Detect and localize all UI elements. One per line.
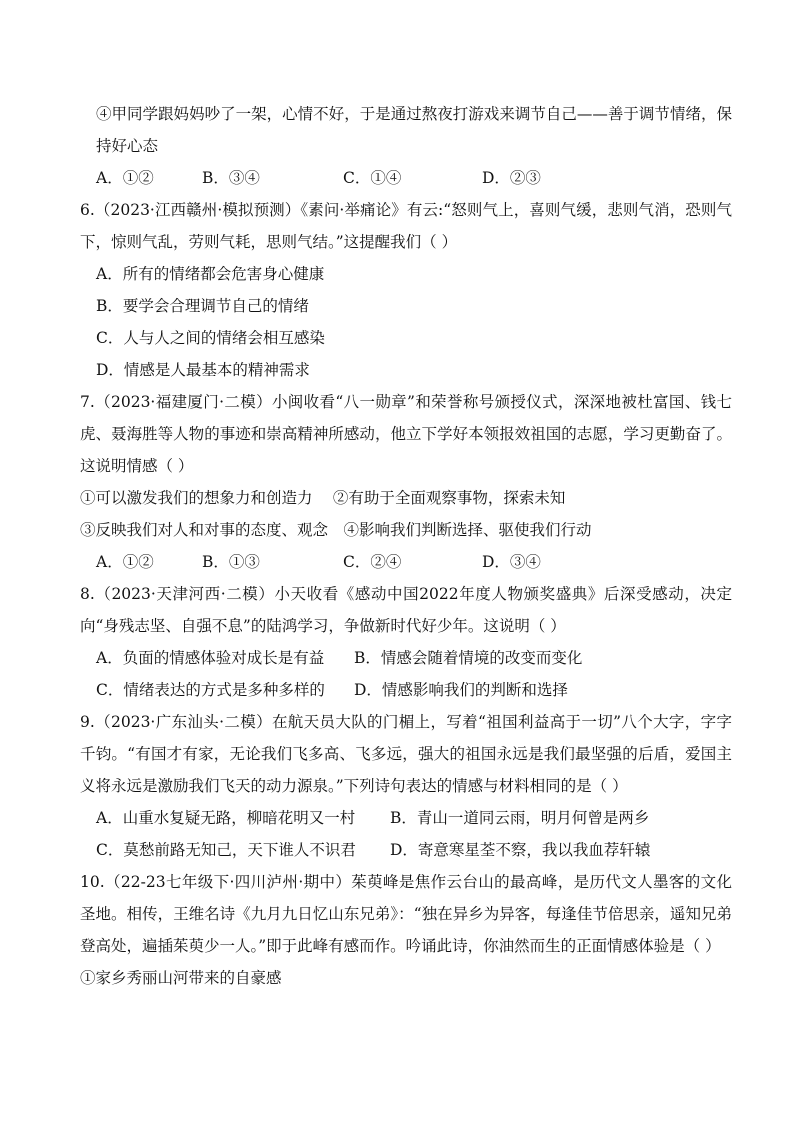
q5-options [96,162,732,194]
q5-option-b[interactable]: B．③④ [202,169,260,187]
q8-options-row-1 [96,642,732,674]
q6-option-b[interactable]: B．要学会合理调节自己的情绪 [96,297,309,315]
q10-stem: 10.（22-23七年级下·四川泸州·期中）茱萸峰是焦作云台山的最高峰，是历代文人墨客的文化圣地。相传，王维名诗《九月九日忆山东兄弟》：“独在异乡为异客，每逢佳节倍思亲，遥知兄弟登高处，遍插茱萸少一人。”即于此峰有感而作。吟诵此诗，你油然而生的正面情感体验是（ ） [80,873,732,955]
q7-statements-line-1: ①可以激发我们的想象力和创造力 ②有助于全面观察事物，探索未知 [80,489,566,507]
q8-options-row-2 [96,674,732,706]
q9-option-a[interactable]: A．山重水复疑无路，柳暗花明又一村 [96,809,356,827]
q6-option-c[interactable]: C．人与人之间的情绪会相互感染 [96,329,325,347]
q5-option-d[interactable]: D．②③ [482,169,541,187]
q10-statement-1: ①家乡秀丽山河带来的自豪感 [80,969,282,987]
q9-stem: 9.（2023·广东汕头·二模）在航天员大队的门楣上，写着“祖国利益高于一切”八个大字，字字千钧。“有国才有家，无论我们飞多高、飞多远，强大的祖国永远是我们最坚强的后盾，爱国主义将永远是激励我们飞天的动力源泉。”下列诗句表达的情感与材料相同的是（ ） [80,713,732,795]
q9-options-row-2 [96,834,732,866]
q9-options-row-1 [96,802,732,834]
q5-option-a[interactable]: A．①② [96,169,154,187]
document-page [80,98,732,994]
q8-option-a[interactable]: A．负面的情感体验对成长是有益 [96,649,325,667]
q8-option-d[interactable]: D．情感影响我们的判断和选择 [354,681,568,699]
q7-option-b[interactable]: B．①③ [202,553,260,571]
q7-option-a[interactable]: A．①② [96,553,154,571]
q6-option-a[interactable]: A．所有的情绪都会危害身心健康 [96,265,325,283]
q5-statement-4: ④甲同学跟妈妈吵了一架，心情不好，于是通过熬夜打游戏来调节自己——善于调节情绪，保持好心态 [96,105,732,155]
q5-option-c[interactable]: C．①④ [343,169,402,187]
q9-option-d[interactable]: D．寄意寒星荃不察，我以我血荐轩辕 [390,841,651,859]
q9-option-b[interactable]: B．青山一道同云雨，明月何曾是两乡 [390,809,650,827]
q8-option-c[interactable]: C．情绪表达的方式是多种多样的 [96,681,325,699]
q7-options [96,546,732,578]
q7-statements-line-2: ③反映我们对人和对事的态度、观念 ④影响我们判断选择、驱使我们行动 [80,521,592,539]
q7-stem: 7.（2023·福建厦门·二模）小闽收看“八一勋章”和荣誉称号颁授仪式，深深地被杜富国、钱七虎、聂海胜等人物的事迹和崇高精神所感动，他立下学好本领报效祖国的志愿，学习更勤奋了。这说明情感（ ） [80,393,732,475]
q6-option-d[interactable]: D．情感是人最基本的精神需求 [96,361,310,379]
q8-stem: 8.（2023·天津河西·二模）小天收看《感动中国2022年度人物颁奖盛典》后深受感动，决定向“身残志坚、自强不息”的陆鸿学习，争做新时代好少年。这说明（ ） [80,585,732,635]
q7-option-d[interactable]: D．③④ [482,553,541,571]
q8-option-b[interactable]: B．情感会随着情境的改变而变化 [354,649,583,667]
q9-option-c[interactable]: C．莫愁前路无知己，天下谁人不识君 [96,841,356,859]
q6-stem: 6.（2023·江西赣州·模拟预测）《素问·举痛论》有云:“怒则气上，喜则气缓，悲则气消，恐则气下，惊则气乱，劳则气耗，思则气结。”这提醒我们（ ） [80,201,732,251]
q7-option-c[interactable]: C．②④ [343,553,402,571]
